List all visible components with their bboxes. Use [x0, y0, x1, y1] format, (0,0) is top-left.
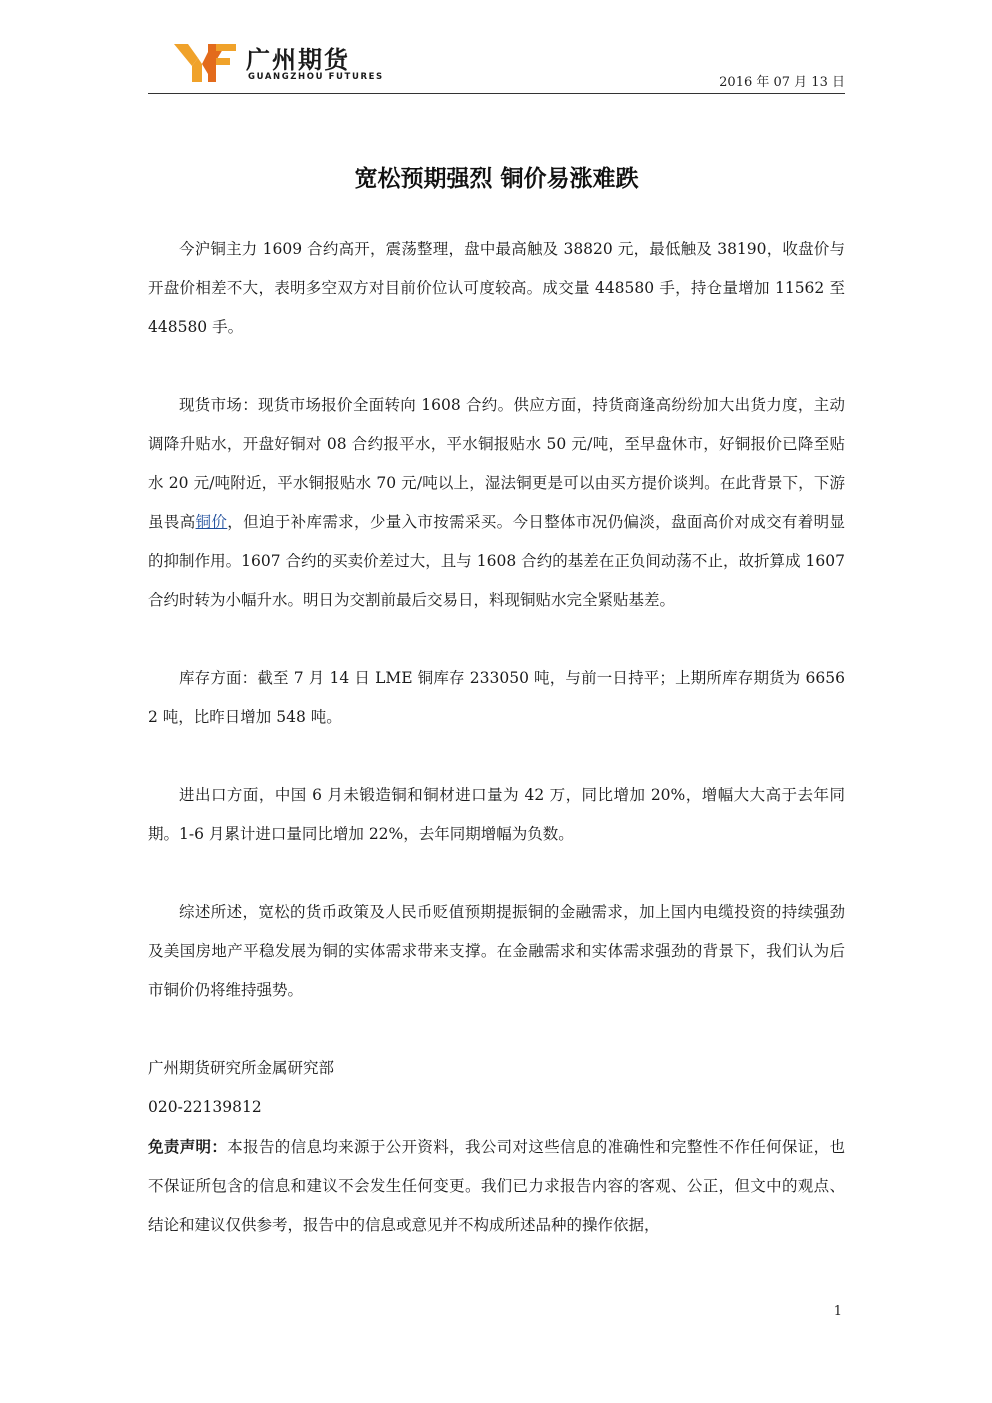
report-body: [148, 230, 845, 1245]
logo-mark-icon: [172, 40, 238, 84]
disclaimer-label: 免责声明：: [148, 1137, 228, 1156]
paragraph-market-summary: 今沪铜主力 1609 合约高开，震荡整理，盘中最高触及 38820 元，最低触及 38190，收盘价与开盘价相差不大，表明多空双方对目前价位认可度较高。成交量 448580 手，持仓量增加 11562 至 448580 手。: [148, 240, 845, 336]
logo-chinese-name: 广州期货: [246, 46, 350, 74]
spot-market-text-2: ，但迫于补库需求，少量入市按需采买。今日整体市况仍偏淡，盘面高价对成交有着明显的抑制作用。1607 合约的买卖价差过大，且与 1608 合约的基差在正负间动荡不止，故折算成 1607 合约时转为小幅升水。明日为交割前最后交易日，料现铜贴水完全紧贴基差。: [148, 513, 845, 609]
contact-phone: 020-22139812: [148, 1098, 262, 1116]
disclaimer-text: 本报告的信息均来源于公开资料，我公司对这些信息的准确性和完整性不作任何保证，也不保证所包含的信息和建议不会发生任何变更。我们已力求报告内容的客观、公正，但文中的观点、结论和建议仅供参考，报告中的信息或意见并不构成所述品种的操作依据，: [148, 1138, 845, 1234]
paragraph-import-export: 进出口方面，中国 6 月未锻造铜和铜材进口量为 42 万，同比增加 20%，增幅大大高于去年同期。1-6 月累计进口量同比增加 22%，去年同期增幅为负数。: [148, 786, 845, 843]
disclaimer: [148, 1127, 845, 1245]
header-divider: [148, 93, 845, 94]
paragraph-inventory: 库存方面：截至 7 月 14 日 LME 铜库存 233050 吨，与前一日持平；上期所库存期货为 66562 吨，比昨日增加 548 吨。: [148, 669, 845, 726]
department-name: 广州期货研究所金属研究部: [148, 1059, 335, 1077]
logo-english-name: GUANGZHOU FUTURES: [248, 72, 384, 82]
copper-price-link[interactable]: 铜价: [195, 513, 228, 531]
report-title: 宽松预期强烈 铜价易涨难跌: [354, 166, 639, 192]
page-number: 1: [833, 1304, 842, 1319]
company-logo: [172, 40, 392, 90]
page-header: [148, 36, 845, 94]
paragraph-spot-market: [148, 386, 845, 620]
paragraph-conclusion: 综述所述，宽松的货币政策及人民币贬值预期提振铜的金融需求，加上国内电缆投资的持续强劲及美国房地产平稳发展为铜的实体需求带来支撑。在金融需求和实体需求强劲的背景下，我们认为后市铜价仍将维持强势。: [148, 903, 845, 999]
report-date: 2016 年 07 月 13 日: [719, 75, 845, 90]
spot-market-text-1: 现货市场：现货市场报价全面转向 1608 合约。供应方面，持货商逢高纷纷加大出货力度，主动调降升贴水，开盘好铜对 08 合约报平水，平水铜报贴水 50 元/吨，至早盘休市，好铜报价已降至贴水 20 元/吨附近，平水铜报贴水 70 元/吨以上，湿法铜更是可以由买方提价谈判。在此背景下，下游虽畏高: [148, 396, 845, 531]
